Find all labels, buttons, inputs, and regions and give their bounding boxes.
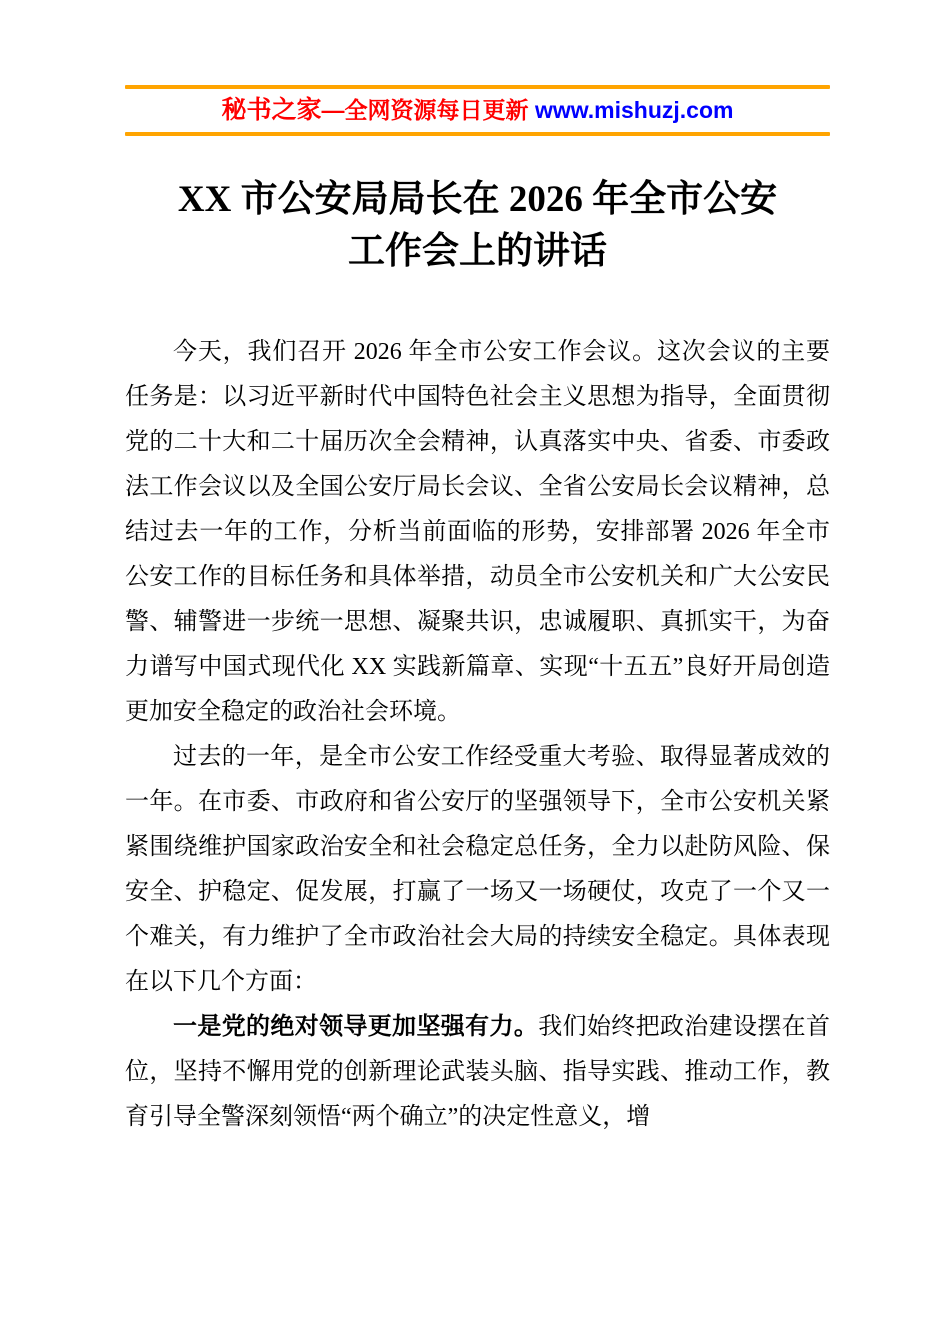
document-title [125, 174, 830, 278]
header-bottom-rule [125, 132, 830, 136]
paragraph [125, 330, 830, 735]
paragraph [125, 735, 830, 1005]
site-header [125, 85, 830, 136]
document-title-line1: XX 市公安局局长在 2026 年全市公安 [177, 179, 778, 220]
paragraph-text: 今天，我们召开 2026 年全市公安工作会议。这次会议的主要任务是：以习近平新时代中国特色社会主义思想为指导，全面贯彻党的二十大和二十届历次全会精神，认真落实中央、省委、市委政法工作会议以及全国公安厅局长会议、全省公安局长会议精神，总结过去一年的工作，分析当前面临的形势，安排部署 2026 年全市公安工作的目标任务和具体举措，动员全市公安机关和广大公安民警、辅警进一步统一思想、凝聚共识，忠诚履职、真抓实干，为奋力谱写中国式现代化 XX 实践新篇章、实现“十五五”良好开局创造更加安全稳定的政治社会环境。 [125, 339, 830, 725]
site-name: 秘书之家 [221, 96, 322, 124]
site-url-link[interactable]: www.mishuzj.com [534, 97, 734, 123]
paragraph-text: 过去的一年，是全市公安工作经受重大考验、取得显著成效的一年。在市委、市政府和省公安厅的坚强领导下，全市公安机关紧紧围绕维护国家政治安全和社会稳定总任务，全力以赴防风险、保安全、护稳定、促发展，打赢了一场又一场硬仗，攻克了一个又一个难关，有力维护了全市政治社会大局的持续安全稳定。具体表现在以下几个方面： [125, 744, 830, 995]
paragraph-text: 我们始终把政治建设摆在首位，坚持不懈用党的创新理论武装头脑、指导实践、推动工作，教育引导全警深刻领悟“两个确立”的决定性意义，增 [125, 1014, 831, 1130]
document-title-line2: 工作会上的讲话 [348, 231, 607, 272]
paragraph [125, 1005, 830, 1140]
document-body [125, 330, 830, 1140]
paragraph-lead: 一是党的绝对领导更加坚强有力。 [173, 1014, 539, 1040]
header-text [125, 89, 830, 132]
site-tagline: —全网资源每日更新 [321, 97, 535, 123]
